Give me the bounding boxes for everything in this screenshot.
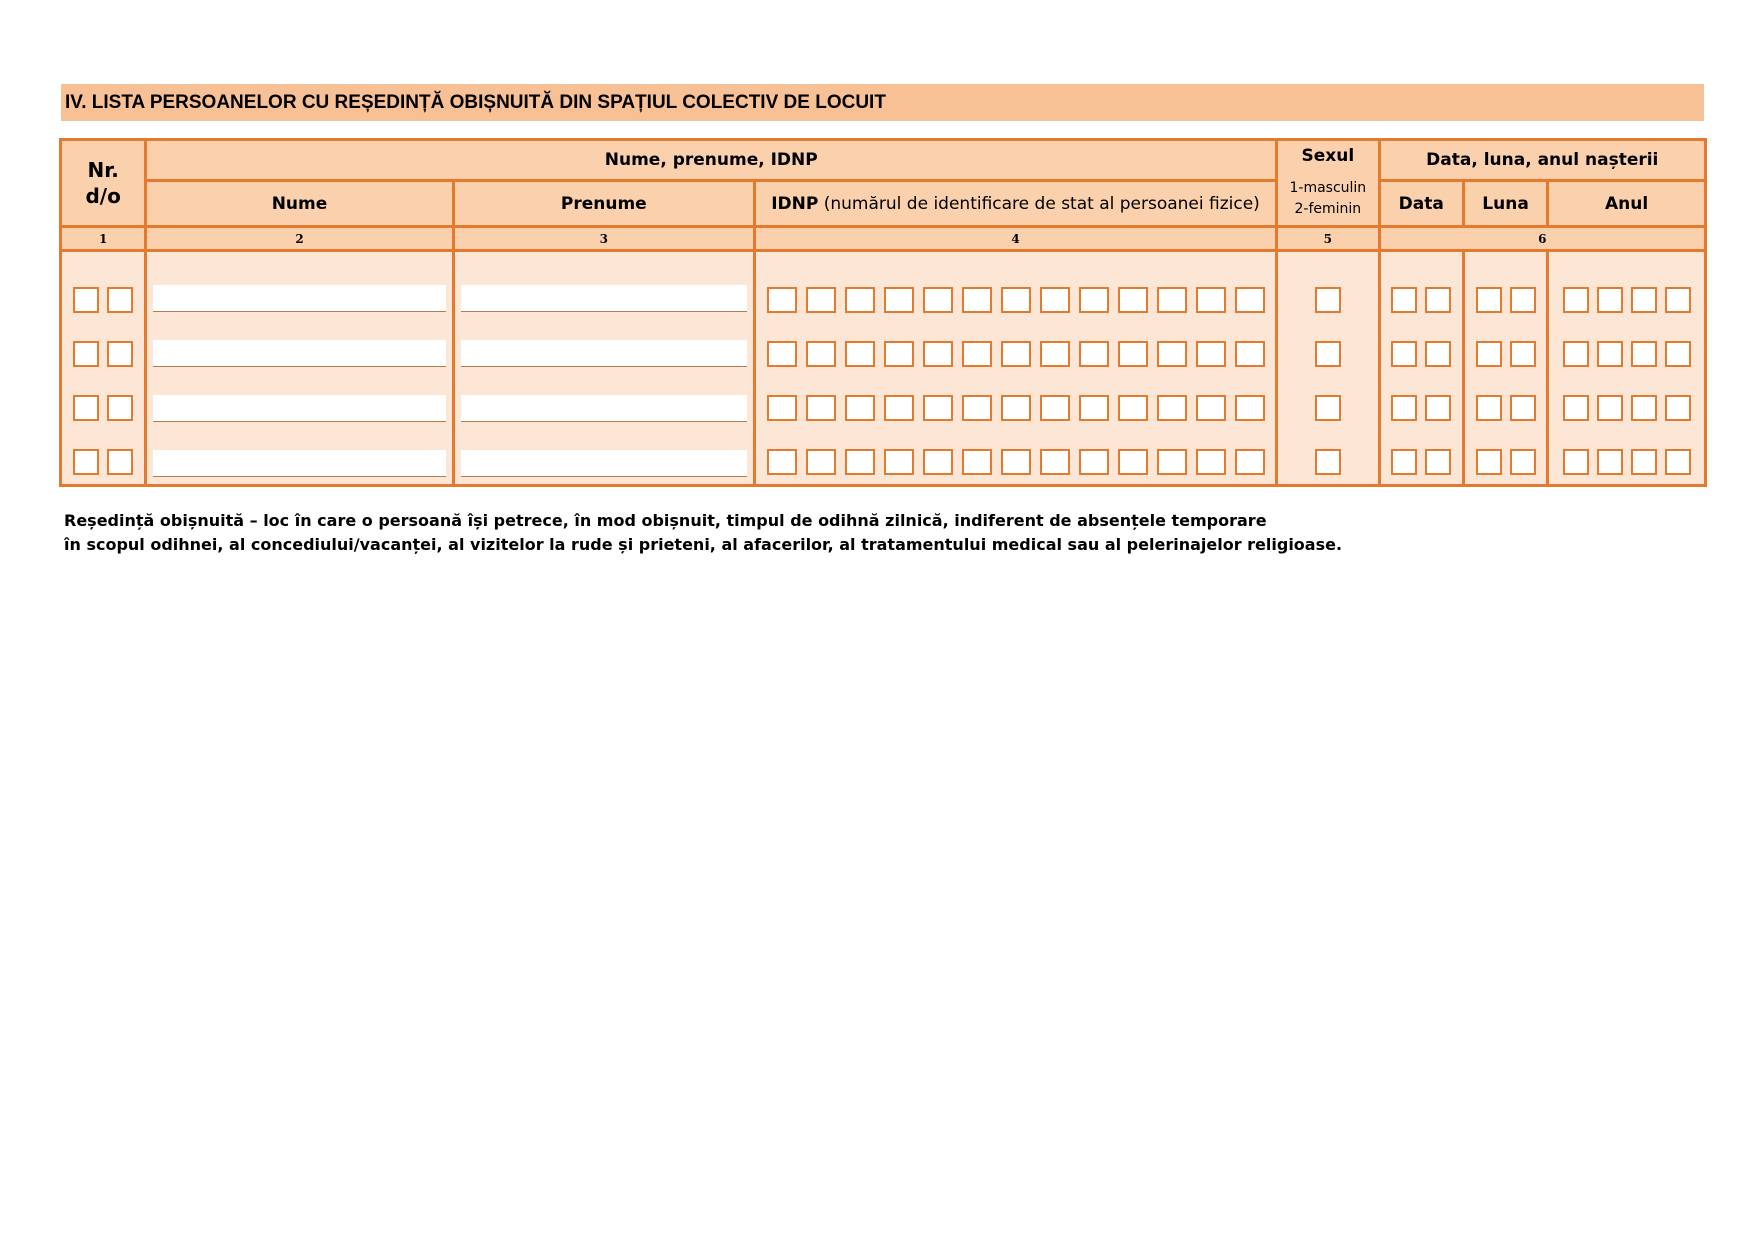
input-box[interactable] [1196, 287, 1226, 313]
input-box[interactable] [1079, 287, 1109, 313]
col-number-4: 4 [754, 227, 1276, 251]
input-box[interactable] [73, 395, 99, 421]
input-box[interactable] [845, 341, 875, 367]
box-row [1465, 341, 1546, 367]
sex-header-label: Sexul [1301, 146, 1355, 166]
sex-boxes [1278, 262, 1377, 475]
text-input-line[interactable] [461, 395, 747, 422]
input-box[interactable] [107, 449, 133, 475]
anul-boxes [1549, 262, 1704, 475]
input-box[interactable] [1597, 341, 1623, 367]
input-box[interactable] [1157, 287, 1187, 313]
sex-header [1277, 140, 1379, 227]
input-box[interactable] [1001, 449, 1031, 475]
text-input-line[interactable] [153, 285, 445, 312]
box-row [756, 395, 1275, 421]
input-box[interactable] [1235, 341, 1265, 367]
input-box[interactable] [884, 341, 914, 367]
input-box[interactable] [1315, 395, 1341, 421]
idnp-header [754, 181, 1276, 227]
input-box[interactable] [1079, 395, 1109, 421]
input-box[interactable] [1665, 395, 1691, 421]
input-box[interactable] [73, 341, 99, 367]
input-box[interactable] [923, 449, 953, 475]
input-box[interactable] [1476, 341, 1502, 367]
input-box[interactable] [806, 341, 836, 367]
text-input-line[interactable] [461, 285, 747, 312]
input-box[interactable] [1425, 449, 1451, 475]
box-row [62, 449, 144, 475]
input-box[interactable] [1391, 449, 1417, 475]
input-box[interactable] [767, 395, 797, 421]
birth-group-header: Data, luna, anul nașterii [1379, 140, 1705, 181]
input-box[interactable] [1079, 341, 1109, 367]
input-box[interactable] [1597, 395, 1623, 421]
input-box[interactable] [923, 341, 953, 367]
anul-header: Anul [1548, 181, 1706, 227]
anul-column [1548, 251, 1706, 486]
box-row [1549, 341, 1704, 367]
nume-lines [147, 260, 451, 477]
input-box[interactable] [806, 287, 836, 313]
col-number-6: 6 [1379, 227, 1705, 251]
input-box[interactable] [1563, 449, 1589, 475]
input-box[interactable] [1040, 395, 1070, 421]
input-box[interactable] [1157, 395, 1187, 421]
input-box[interactable] [1196, 341, 1226, 367]
input-box[interactable] [1001, 287, 1031, 313]
box-row [1381, 341, 1462, 367]
input-box[interactable] [1235, 449, 1265, 475]
input-box[interactable] [1001, 395, 1031, 421]
input-box[interactable] [845, 449, 875, 475]
section-title: IV. LISTA PERSOANELOR CU REȘEDINȚĂ OBIȘNUITĂ DIN SPAȚIUL COLECTIV DE LOCUIT [61, 84, 1704, 121]
input-box[interactable] [1157, 449, 1187, 475]
input-box[interactable] [962, 449, 992, 475]
input-box[interactable] [1510, 341, 1536, 367]
input-box[interactable] [1040, 341, 1070, 367]
input-box[interactable] [1510, 287, 1536, 313]
input-box[interactable] [1315, 287, 1341, 313]
box-row [756, 341, 1275, 367]
data-boxes [1381, 262, 1462, 475]
box-row [1465, 395, 1546, 421]
input-box[interactable] [1315, 341, 1341, 367]
text-input-line[interactable] [153, 450, 445, 477]
input-box[interactable] [884, 449, 914, 475]
sex-option-1: 1-masculin [1289, 180, 1367, 196]
input-box[interactable] [923, 287, 953, 313]
input-box[interactable] [107, 287, 133, 313]
nr-column [61, 251, 146, 486]
input-box[interactable] [1118, 287, 1148, 313]
input-box[interactable] [1040, 287, 1070, 313]
box-row [1549, 395, 1704, 421]
text-input-line[interactable] [461, 340, 747, 367]
input-box[interactable] [1040, 449, 1070, 475]
input-box[interactable] [1597, 287, 1623, 313]
text-input-line[interactable] [153, 340, 445, 367]
input-box[interactable] [1597, 449, 1623, 475]
input-box[interactable] [962, 287, 992, 313]
input-box[interactable] [1665, 287, 1691, 313]
text-input-line[interactable] [153, 395, 445, 422]
input-box[interactable] [1196, 449, 1226, 475]
box-row [62, 341, 144, 367]
input-box[interactable] [1510, 395, 1536, 421]
input-box[interactable] [1631, 395, 1657, 421]
input-box[interactable] [107, 341, 133, 367]
input-box[interactable] [1079, 449, 1109, 475]
box-row [1278, 395, 1377, 421]
box-row [756, 287, 1275, 313]
input-box[interactable] [1476, 395, 1502, 421]
input-box[interactable] [1391, 287, 1417, 313]
input-box[interactable] [73, 287, 99, 313]
input-box[interactable] [884, 287, 914, 313]
input-box[interactable] [767, 449, 797, 475]
input-box[interactable] [1001, 341, 1031, 367]
input-box[interactable] [806, 449, 836, 475]
prenume-header: Prenume [453, 181, 754, 227]
nr-boxes [62, 262, 144, 475]
input-box[interactable] [1157, 341, 1187, 367]
input-box[interactable] [767, 341, 797, 367]
input-box[interactable] [1563, 341, 1589, 367]
sex-option-2: 2-feminin [1294, 201, 1362, 217]
input-box[interactable] [1391, 341, 1417, 367]
box-row [756, 449, 1275, 475]
input-box[interactable] [1196, 395, 1226, 421]
nr-header [61, 140, 146, 227]
input-box[interactable] [884, 395, 914, 421]
input-box[interactable] [1391, 395, 1417, 421]
footnote-line-1: Reședință obișnuită – loc în care o persoană își petrece, în mod obișnuit, timpul de odihnă zilnică, indiferent de absențele temporare [64, 511, 1267, 530]
input-box[interactable] [1425, 395, 1451, 421]
input-box[interactable] [1118, 341, 1148, 367]
col-number-5: 5 [1277, 227, 1379, 251]
input-box[interactable] [1665, 449, 1691, 475]
input-box[interactable] [1563, 395, 1589, 421]
footnote [64, 509, 1704, 557]
input-box[interactable] [1118, 449, 1148, 475]
box-row [62, 287, 144, 313]
box-row [1465, 287, 1546, 313]
input-box[interactable] [1665, 341, 1691, 367]
idnp-description: (numărul de identificare de stat al persoanei fizice) [818, 193, 1260, 214]
input-box[interactable] [73, 449, 99, 475]
box-row [1278, 287, 1377, 313]
input-box[interactable] [1563, 287, 1589, 313]
box-row [1549, 449, 1704, 475]
input-box[interactable] [1235, 287, 1265, 313]
text-input-line[interactable] [461, 450, 747, 477]
input-box[interactable] [1425, 287, 1451, 313]
prenume-column [453, 251, 754, 486]
data-header: Data [1379, 181, 1463, 227]
input-box[interactable] [1510, 449, 1536, 475]
col-number-1: 1 [61, 227, 146, 251]
box-row [1465, 449, 1546, 475]
box-row [1381, 287, 1462, 313]
input-box[interactable] [962, 395, 992, 421]
box-row [1278, 341, 1377, 367]
col-number-2: 2 [146, 227, 453, 251]
idnp-column [754, 251, 1276, 486]
input-box[interactable] [1315, 449, 1341, 475]
data-column [1379, 251, 1463, 486]
box-row [1381, 395, 1462, 421]
input-box[interactable] [1425, 341, 1451, 367]
input-box[interactable] [107, 395, 133, 421]
box-row [1278, 449, 1377, 475]
input-box[interactable] [1631, 287, 1657, 313]
input-box[interactable] [1235, 395, 1265, 421]
box-row [62, 395, 144, 421]
input-box[interactable] [845, 287, 875, 313]
luna-header: Luna [1463, 181, 1547, 227]
input-box[interactable] [1476, 449, 1502, 475]
box-row [1549, 287, 1704, 313]
input-box[interactable] [1118, 395, 1148, 421]
box-row [1381, 449, 1462, 475]
idnp-label: IDNP [771, 193, 819, 214]
idnp-boxes [756, 262, 1275, 475]
nr-header-label: Nr. d/o [85, 158, 121, 208]
input-box[interactable] [1631, 341, 1657, 367]
input-box[interactable] [1476, 287, 1502, 313]
luna-boxes [1465, 262, 1546, 475]
input-box[interactable] [845, 395, 875, 421]
nume-column [146, 251, 453, 486]
sex-column [1277, 251, 1379, 486]
footnote-line-2: în scopul odihnei, al concediului/vacanței, al vizitelor la rude și prieteni, al afacerilor, al tratamentului medical sau al pelerinajelor religioase. [64, 535, 1343, 554]
col-number-3: 3 [453, 227, 754, 251]
input-box[interactable] [806, 395, 836, 421]
input-box[interactable] [1631, 449, 1657, 475]
persons-table [59, 138, 1707, 487]
luna-column [1463, 251, 1547, 486]
nume-header: Nume [146, 181, 453, 227]
input-box[interactable] [923, 395, 953, 421]
input-box[interactable] [767, 287, 797, 313]
input-box[interactable] [962, 341, 992, 367]
prenume-lines [455, 260, 753, 477]
name-group-header: Nume, prenume, IDNP [146, 140, 1277, 181]
